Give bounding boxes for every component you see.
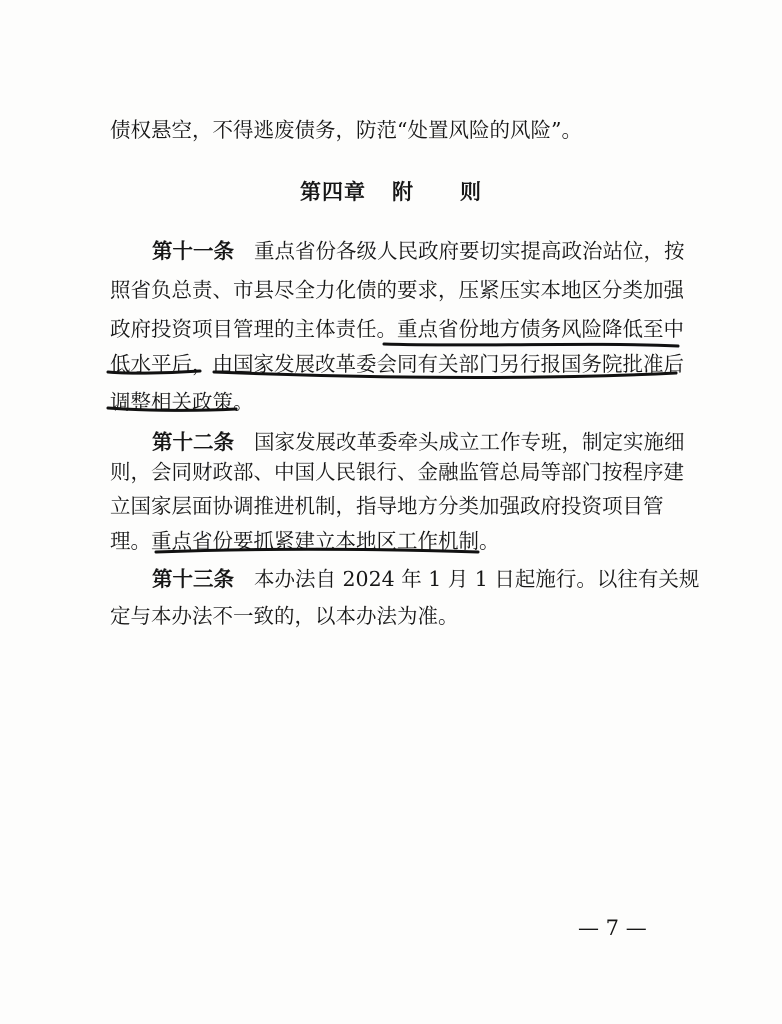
article-12-line-2	[110, 458, 684, 486]
article-12-line-1	[152, 428, 685, 456]
text-line: 定与本办法不一致的，以本办法为准。	[110, 604, 459, 628]
chapter-title-b: 则	[460, 179, 482, 204]
text-line: 。	[233, 390, 254, 414]
underline-stroke	[384, 344, 678, 346]
text-line: 重点省份各级人民政府要切实提高政治站位，按	[254, 239, 685, 263]
article-11-line-3	[110, 315, 684, 343]
article-11-line-4	[110, 350, 684, 378]
article-13-line-1	[152, 565, 699, 593]
text-line: 债权悬空，不得逃废债务，防范“处置风险的风险”。	[110, 118, 582, 142]
article-13-number: 第十三条	[152, 567, 234, 591]
text-line: 照省负总责、市县尽全力化债的要求，压紧压实本地区分类加强	[110, 278, 684, 302]
article-11-number: 第十一条	[152, 239, 234, 263]
closing-line	[110, 116, 582, 144]
underlined-text: 重点省份地方债务风险降低至中	[397, 317, 684, 341]
text-line: 本办法自 2024 年 1 月 1 日起施行。以往有关规	[254, 567, 700, 591]
text-line: 。	[479, 529, 500, 553]
article-12-line-3	[110, 492, 664, 520]
page-number: — 7 —	[578, 916, 647, 940]
text-line: 则，会同财政部、中国人民银行、金融监管总局等部门按程序建	[110, 460, 684, 484]
underlined-text: 调整相关政策	[110, 390, 233, 414]
article-12-number: 第十二条	[152, 430, 234, 454]
article-12-line-4	[110, 527, 500, 555]
article-13-line-2	[110, 602, 459, 630]
chapter-heading	[0, 176, 782, 206]
chapter-label: 第四章	[300, 179, 366, 204]
underlined-text: 低水平后，由国家发展改革委会同有关部门另行报国务院批准后	[110, 352, 684, 376]
text-line: 政府投资项目管理的主体责任。	[110, 317, 397, 341]
chapter-title-a: 附	[392, 179, 414, 204]
article-11-line-1	[152, 237, 685, 265]
text-line: 理。	[110, 529, 151, 553]
underlined-text: 重点省份要抓紧建立本地区工作机制	[151, 529, 479, 553]
article-11-line-5	[110, 388, 254, 416]
text-line: 立国家层面协调推进机制，指导地方分类加强政府投资项目管	[110, 494, 664, 518]
article-11-line-2	[110, 276, 684, 304]
text-line: 国家发展改革委牵头成立工作专班，制定实施细	[254, 430, 685, 454]
